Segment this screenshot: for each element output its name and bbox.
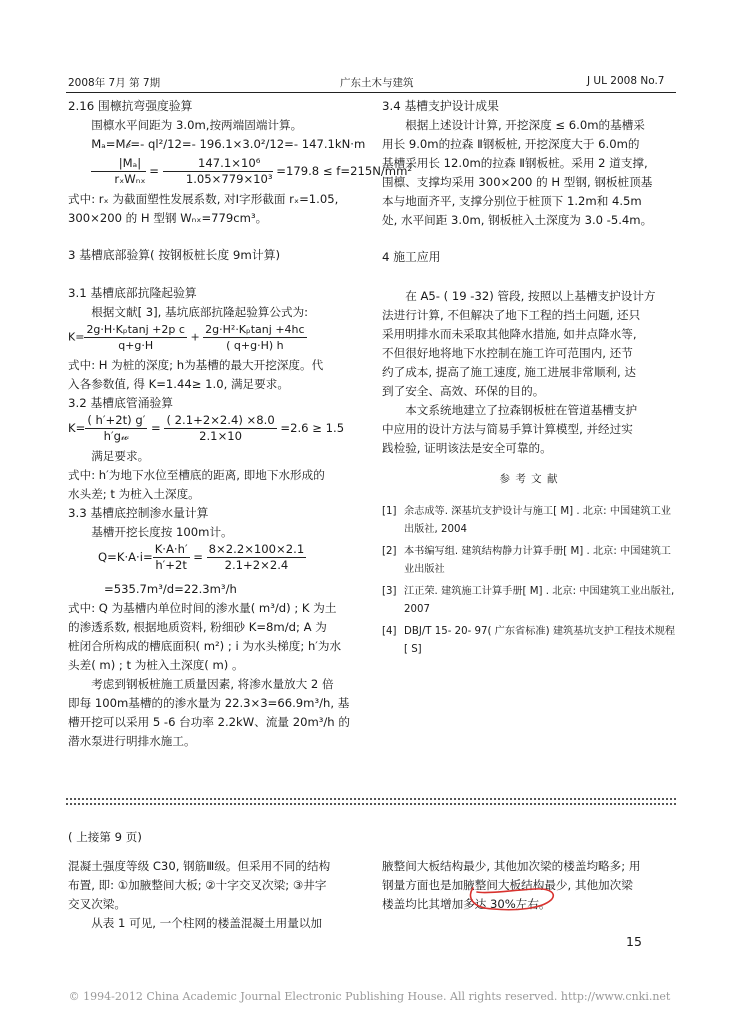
note: 式中: H 为桩的深度; h为基槽的最大开挖深度。代: [68, 358, 324, 372]
paragraph: 围檩、支撑均采用 300×200 的 H 型钢, 钢板桩顶基: [382, 175, 653, 189]
references-title: 参 考 文 献: [499, 473, 559, 485]
header-rule: [66, 92, 676, 93]
fraction: $\frac{\text{2g·H²·Kₚtanj +4hc}}{( q+g\cdot H) h}$: [205, 323, 305, 352]
red-annotation-circle: [465, 882, 560, 917]
fraction: $\frac{\text{147.1×10⁶}}{\text{1.05×779×10³}}$: [163, 156, 273, 187]
paragraph: 腋整间大板结构最少, 其他加次梁的楼盖均略多; 用: [382, 859, 641, 873]
reference-item: [382, 583, 676, 619]
equation-uplift: K= $\frac{\text{2g·H·Kₚtanj +2p c}}{q+g\cdot H}$ + $\frac{\text{2g·H²·Kₚtanj +4hc}}{( q+g\cdot H) h}$: [68, 323, 305, 352]
reference-text: 本书编写组. 建筑结构静力计算手册[ M] . 北京: 中国建筑工业出版社: [404, 546, 671, 575]
continuation-left: [68, 828, 368, 933]
reference-text: DBJ/T 15- 20- 97( 广东省标准) 建筑基坑支护工程技术规程[ S]: [404, 626, 676, 655]
reference-number: [1]: [382, 506, 397, 517]
page-number: 15: [626, 934, 642, 949]
equation-seepage: Q=K·A·i= $\frac{K\cdot A\cdot h'}{h'+2t}$ = $\frac{8\times 2.2\times 100\times 2.1}{2.1+2\times 2.4}$: [98, 542, 305, 572]
note: 300×200 的 H 型钢 Wₙₓ=779cm³。: [68, 211, 268, 225]
paragraph: 中应用的设计方法与简易手算计算模型, 并经过实: [382, 422, 633, 436]
paragraph: 基槽开挖长度按 100m计。: [91, 525, 233, 539]
fraction: $\frac{K\cdot A\cdot h'}{h'+2t}$: [154, 542, 188, 572]
paragraph: 槽开挖可以采用 5 -6 台功率 2.2kW、流量 20m³/h 的: [68, 715, 350, 729]
note: 入各参数值, 得 K=1.44≥ 1.0, 满足要求。: [68, 377, 289, 391]
section-3-4-title: 3.4 基槽支护设计成果: [382, 99, 499, 113]
paragraph: 考虑到钢板桩施工质量因素, 将渗水量放大 2 倍: [91, 677, 334, 691]
reference-item: [382, 503, 676, 539]
paragraph: 用长 9.0m的拉森 Ⅱ钢板桩, 开挖深度大于 6.0m的: [382, 137, 640, 151]
paragraph: 践检验, 证明该法是安全可靠的。: [382, 441, 552, 455]
note: 式中: h′为地下水位至槽底的距离, 即地下水形成的: [68, 468, 325, 482]
paragraph: 到了安全、高效、环保的目的。: [382, 384, 545, 398]
reference-item: [382, 623, 676, 659]
reference-text: 余志成等. 深基坑支护设计与施工[ M] . 北京: 中国建筑工业出版社, 2004: [404, 506, 671, 535]
paragraph: 满足要求。: [91, 449, 150, 463]
reference-list: [382, 503, 676, 659]
paragraph: 处, 水平间距 3.0m, 钢板桩入土深度为 3.0 -5.4m。: [382, 213, 653, 227]
header-issue-en: J UL 2008 No.7: [587, 75, 665, 87]
note: 水头差; t 为桩入土深度。: [68, 487, 200, 501]
equation: Mₐ=M𝒷=- ql²/12=- 196.1×3.0²/12=- 147.1kN·m: [91, 137, 366, 151]
fraction: $\frac{\text{2g·H·Kₚtanj +2p c}}{q+g\cdot H}$: [86, 323, 185, 352]
note: 桩闭合所构成的槽底面积( m²) ; i 为水头梯度; h′为水: [68, 639, 342, 653]
equation-result: =535.7m³/d=22.3m³/h: [104, 582, 237, 596]
ornamental-divider: [66, 796, 676, 806]
copyright-footer: © 1994-2012 China Academic Journal Electronic Publishing House. All rights reserved. http://www.cnki.net: [68, 990, 671, 1003]
reference-number: [4]: [382, 626, 397, 637]
reference-number: [3]: [382, 586, 397, 597]
paragraph: 从表 1 可见, 一个柱网的楼盖混凝土用量以加: [91, 916, 322, 930]
section-3-3-title: 3.3 基槽底控制渗水量计算: [68, 506, 209, 520]
paragraph: 在 A5- ( 19 -32) 管段, 按照以上基槽支护设计方: [405, 289, 656, 303]
fraction: $\frac{8\times 2.2\times 100\times 2.1}{2.1+2\times 2.4}$: [208, 542, 305, 572]
section-4-title: 4 施工应用: [382, 250, 441, 264]
paragraph: 根据文献[ 3], 基坑底部抗隆起验算公式为:: [91, 305, 309, 319]
equation-piping: K= $\frac{( h'+2t) g'}{\text{h′g𝓌}}$ = $\frac{( 2.1+2\times 2.4) \times 8.0}{2.1\times 10}$ =2.6 ≥ 1.5: [68, 413, 345, 443]
paragraph: 潜水泵进行明排水施工。: [68, 734, 196, 748]
paragraph: 本文系统地建立了拉森钢板桩在管道基槽支护: [405, 403, 638, 417]
header-journal-title: 广东土木与建筑: [340, 77, 414, 89]
fraction: $\frac{( h'+2t) g'}{\text{h′g𝓌}}$: [87, 413, 146, 443]
paragraph: 根据上述设计计算, 开挖深度 ≤ 6.0m的基槽采: [405, 118, 645, 132]
note: 式中: Q 为基槽内单位时间的渗水量( m³/d) ; K 为土: [68, 601, 337, 615]
reference-item: [382, 543, 676, 579]
section-3-1-title: 3.1 基槽底部抗隆起验算: [68, 286, 197, 300]
paragraph: 楼盖均比其增加多达 30%左右。: [382, 897, 551, 911]
paragraph: 采用明排水而未采取其他降水措施, 如井点降水等,: [382, 327, 637, 341]
fraction: $\frac{\text{|Mₐ|}}{\text{rₓWₙₓ}}$: [91, 156, 145, 187]
header-issue: 2008年 7月 第 7期: [68, 77, 161, 89]
continuation-label: ( 上接第 9 页): [68, 830, 142, 844]
section-2-16-title: 2.16 围檩抗弯强度验算: [68, 99, 193, 113]
reference-text: 江正荣. 建筑施工计算手册[ M] . 北京: 中国建筑工业出版社, 2007: [404, 586, 675, 615]
paragraph: 混凝土强度等级 C30, 钢筋Ⅲ级。但采用不同的结构: [68, 859, 331, 873]
paragraph: 钢量方面也是加腋整间大板结构最少, 其他加次梁: [382, 878, 633, 892]
right-column: [382, 97, 676, 663]
section-3-2-title: 3.2 基槽底管涌验算: [68, 396, 174, 410]
paragraph: 布置, 即: ①加腋整间大板; ②十字交叉次梁; ③井字: [68, 878, 327, 892]
section-3-title: 3 基槽底部验算( 按钢板桩长度 9m计算): [68, 248, 281, 262]
paragraph: 法进行计算, 不但解决了地下工程的挡土问题, 还只: [382, 308, 641, 322]
paragraph: 即每 100m基槽的的渗水量为 22.3×3=66.9m³/h, 基: [68, 696, 350, 710]
note: 头差( m) ; t 为桩入土深度( m) 。: [68, 658, 244, 672]
note: 的渗透系数, 根据地质资料, 粉细砂 K=8m/d; A 为: [68, 620, 327, 634]
fraction: $\frac{( 2.1+2\times 2.4) \times 8.0}{2.1\times 10}$: [166, 413, 275, 443]
paragraph: 交叉次梁。: [68, 897, 126, 911]
equation-stress: $\frac{\text{|Mₐ|}}{\text{rₓWₙₓ}}$ = $\frac{\text{147.1×10⁶}}{\text{1.05×779×10³}}$ =179.8 ≤ f=215N/mm²: [68, 156, 368, 190]
paragraph: 本与地面齐平, 支撑分别位于桩顶下 1.2m和 4.5m: [382, 194, 642, 208]
paragraph: 基槽采用长 12.0m的拉森 Ⅱ钢板桩。采用 2 道支撑,: [382, 156, 648, 170]
paragraph: 约了成本, 提高了施工速度, 施工进展非常顺利, 达: [382, 365, 636, 379]
reference-number: [2]: [382, 546, 397, 557]
note: 式中: rₓ 为截面塑性发展系数, 对I字形截面 rₓ=1.05,: [68, 192, 339, 206]
paragraph: 围檩水平间距为 3.0m,按两端固端计算。: [91, 118, 303, 132]
paragraph: 不但很好地将地下水控制在施工许可范围内, 还节: [382, 346, 633, 360]
